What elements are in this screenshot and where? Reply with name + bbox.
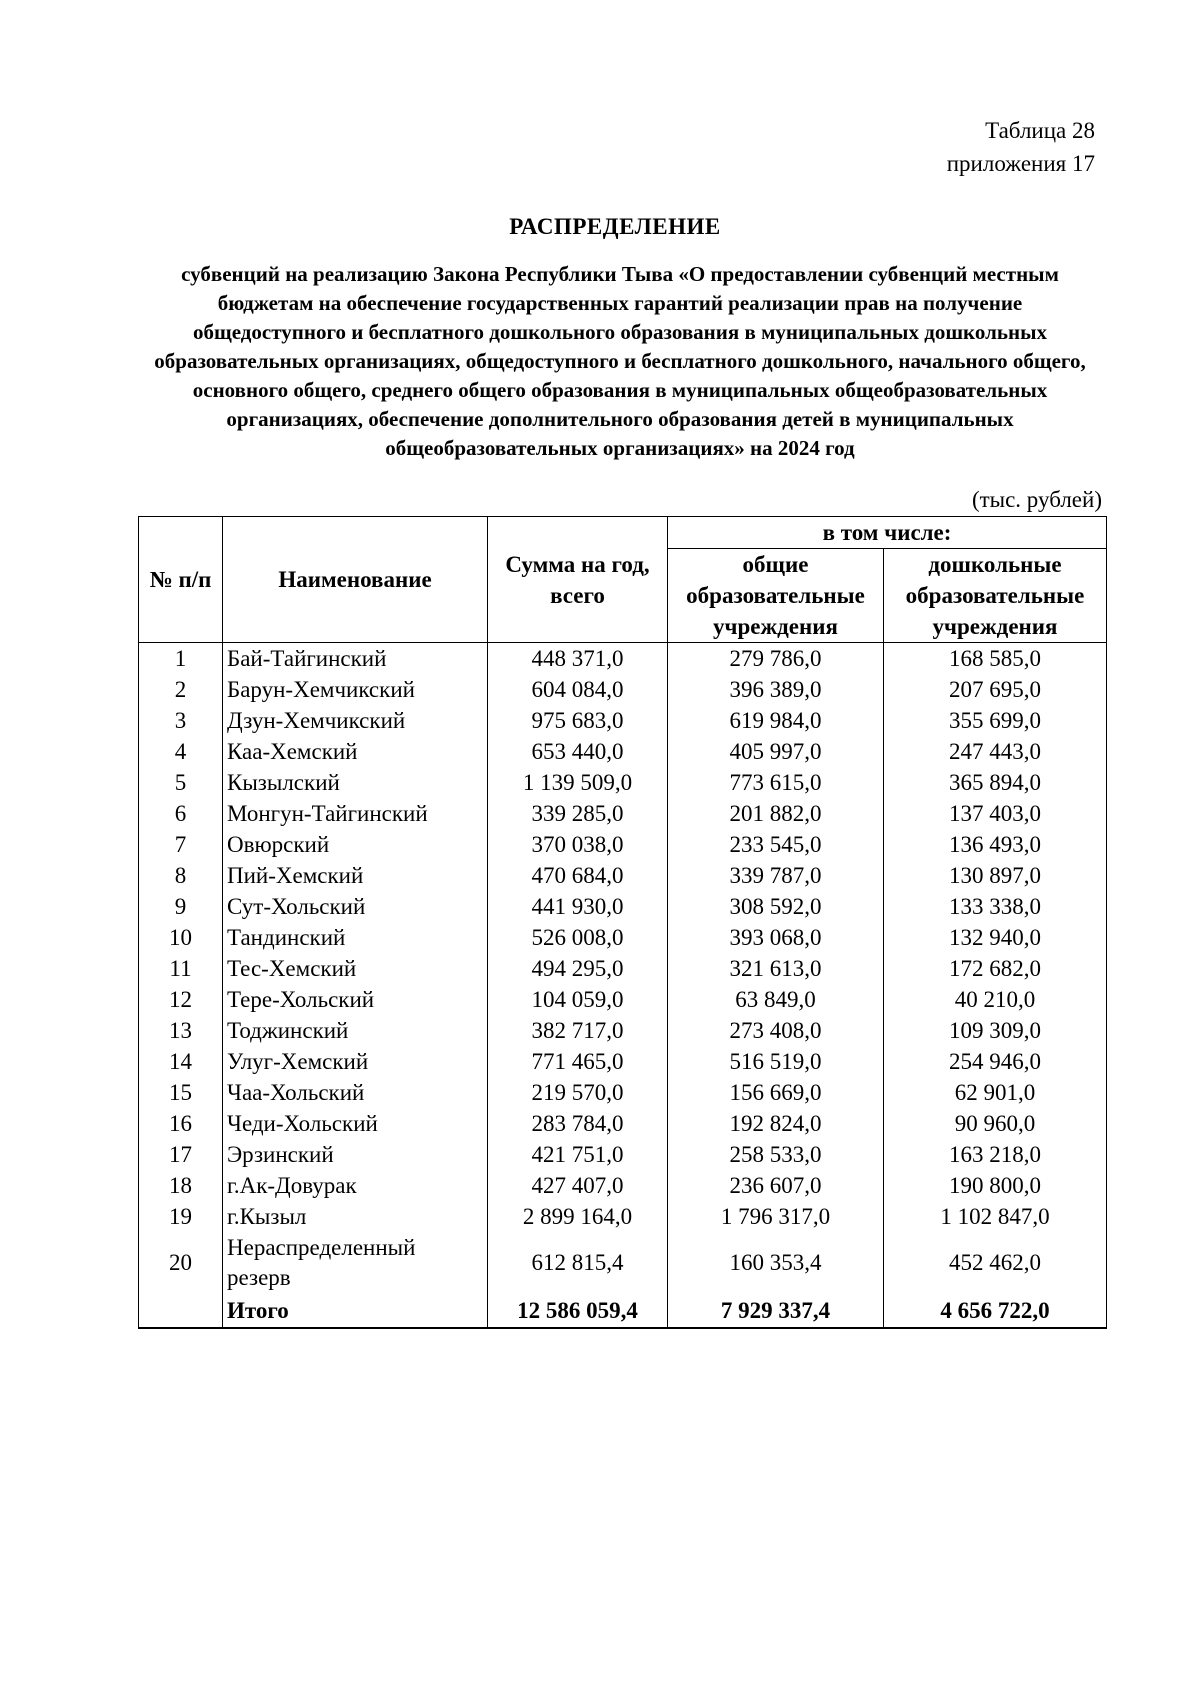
row-name: г.Кызыл [223,1201,488,1232]
row-total: 370 038,0 [488,829,668,860]
header-including: в том числе: [668,517,1107,549]
row-name: Тоджинский [223,1015,488,1046]
row-total: 283 784,0 [488,1108,668,1139]
row-total: 219 570,0 [488,1077,668,1108]
row-name: Барун-Хемчикский [223,674,488,705]
row-preschool: 40 210,0 [884,984,1107,1015]
row-name: Эрзинский [223,1139,488,1170]
row-name: Пий-Хемский [223,860,488,891]
row-general: 279 786,0 [668,643,884,675]
row-number: 13 [139,1015,223,1046]
row-total: 771 465,0 [488,1046,668,1077]
row-preschool: 168 585,0 [884,643,1107,675]
row-general: 773 615,0 [668,767,884,798]
row-total: 470 684,0 [488,860,668,891]
row-name: Бай-Тайгинский [223,643,488,675]
table-row [139,1201,1107,1232]
row-preschool: 163 218,0 [884,1139,1107,1170]
header-general: общие образовательные учреждения [668,549,884,643]
table-row [139,1170,1107,1201]
row-total: 975 683,0 [488,705,668,736]
row-total: 653 440,0 [488,736,668,767]
row-number: 11 [139,953,223,984]
row-preschool: 130 897,0 [884,860,1107,891]
table-row [139,643,1107,675]
row-name: Сут-Хольский [223,891,488,922]
table-row [139,953,1107,984]
row-general: 192 824,0 [668,1108,884,1139]
row-preschool: 365 894,0 [884,767,1107,798]
row-preschool: 132 940,0 [884,922,1107,953]
table-number: Таблица 28 [985,118,1095,143]
total-row-blank-cell [139,1294,223,1328]
row-preschool: 207 695,0 [884,674,1107,705]
row-number: 3 [139,705,223,736]
table-row [139,705,1107,736]
row-preschool: 90 960,0 [884,1108,1107,1139]
table-reference [947,114,1095,180]
row-name: Чеди-Хольский [223,1108,488,1139]
row-general: 619 984,0 [668,705,884,736]
row-number: 12 [139,984,223,1015]
row-general: 1 796 317,0 [668,1201,884,1232]
document-title: РАСПРЕДЕЛЕНИЕ [509,214,721,239]
row-total: 104 059,0 [488,984,668,1015]
row-number: 8 [139,860,223,891]
document-subtitle: субвенций на реализацию Закона Республики Тыва «О предоставлении субвенций местным бюджетам на обеспечение государственных гарантий реализации прав на получение общедоступного и бесплатного дошкольного образования в муниципальных дошкольных образовательных организациях, общедоступного и бесплатного дошкольного, начального общего, основного общего, среднего общего образования в муниципальных общеобразовательных организациях, обеспечение дополнительного образования детей в муниципальных общеобразовательных организациях» на 2024 год [154,262,1086,460]
row-preschool: 1 102 847,0 [884,1201,1107,1232]
row-preschool: 62 901,0 [884,1077,1107,1108]
row-total: 1 139 509,0 [488,767,668,798]
row-name: Дзун-Хемчикский [223,705,488,736]
row-total: 526 008,0 [488,922,668,953]
row-name: Овюрский [223,829,488,860]
row-total: 339 285,0 [488,798,668,829]
row-general: 160 353,4 [668,1232,884,1294]
row-total: 2 899 164,0 [488,1201,668,1232]
row-name: Чаа-Хольский [223,1077,488,1108]
row-total: 604 084,0 [488,674,668,705]
table-row [139,736,1107,767]
units-label: (тыс. рублей) [971,487,1102,512]
header-name: Наименование [223,517,488,643]
row-number: 15 [139,1077,223,1108]
row-total: 612 815,4 [488,1232,668,1294]
table-row [139,767,1107,798]
table-row [139,1015,1107,1046]
row-general: 63 849,0 [668,984,884,1015]
total-preschool: 4 656 722,0 [884,1294,1107,1328]
row-number: 10 [139,922,223,953]
row-preschool: 133 338,0 [884,891,1107,922]
row-preschool: 172 682,0 [884,953,1107,984]
row-number: 1 [139,643,223,675]
row-name: Улуг-Хемский [223,1046,488,1077]
row-preschool: 136 493,0 [884,829,1107,860]
table-row [139,860,1107,891]
total-sum: 12 586 059,4 [488,1294,668,1328]
table-row [139,1108,1107,1139]
row-number: 6 [139,798,223,829]
row-general: 156 669,0 [668,1077,884,1108]
row-general: 236 607,0 [668,1170,884,1201]
table-row [139,1139,1107,1170]
row-total: 427 407,0 [488,1170,668,1201]
table-row [139,674,1107,705]
row-preschool: 137 403,0 [884,798,1107,829]
row-general: 308 592,0 [668,891,884,922]
row-number: 7 [139,829,223,860]
row-general: 273 408,0 [668,1015,884,1046]
row-preschool: 109 309,0 [884,1015,1107,1046]
total-label: Итого [223,1294,488,1328]
row-general: 233 545,0 [668,829,884,860]
row-name: Каа-Хемский [223,736,488,767]
appendix-number: приложения 17 [946,151,1095,176]
table-row [139,891,1107,922]
row-preschool: 190 800,0 [884,1170,1107,1201]
row-number: 14 [139,1046,223,1077]
row-general: 201 882,0 [668,798,884,829]
row-preschool: 355 699,0 [884,705,1107,736]
row-number: 9 [139,891,223,922]
row-number: 5 [139,767,223,798]
table-row [139,1077,1107,1108]
row-number: 18 [139,1170,223,1201]
table-row [139,1046,1107,1077]
row-preschool: 254 946,0 [884,1046,1107,1077]
total-general: 7 929 337,4 [668,1294,884,1328]
row-name: Кызылский [223,767,488,798]
table-row [139,984,1107,1015]
row-name: г.Ак-Довурак [223,1170,488,1201]
row-general: 405 997,0 [668,736,884,767]
header-total: Сумма на год, всего [488,517,668,643]
row-name: Нераспределенный резерв [223,1232,488,1294]
row-general: 516 519,0 [668,1046,884,1077]
row-name: Тере-Хольский [223,984,488,1015]
row-general: 396 389,0 [668,674,884,705]
row-total: 441 930,0 [488,891,668,922]
row-name: Монгун-Тайгинский [223,798,488,829]
row-preschool: 247 443,0 [884,736,1107,767]
row-total: 421 751,0 [488,1139,668,1170]
row-preschool: 452 462,0 [884,1232,1107,1294]
row-total: 494 295,0 [488,953,668,984]
row-name: Тандинский [223,922,488,953]
table-row [139,829,1107,860]
table-row [139,922,1107,953]
row-general: 339 787,0 [668,860,884,891]
row-number: 2 [139,674,223,705]
total-row [139,1294,1107,1328]
row-general: 393 068,0 [668,922,884,953]
row-total: 382 717,0 [488,1015,668,1046]
row-general: 258 533,0 [668,1139,884,1170]
header-preschool: дошкольные образовательные учреждения [884,549,1107,643]
row-number: 20 [139,1232,223,1294]
row-number: 16 [139,1108,223,1139]
row-name: Тес-Хемский [223,953,488,984]
table-row [139,798,1107,829]
row-number: 4 [139,736,223,767]
header-num: № п/п [139,517,223,643]
row-number: 17 [139,1139,223,1170]
row-total: 448 371,0 [488,643,668,675]
table-row [139,1232,1107,1294]
row-number: 19 [139,1201,223,1232]
row-general: 321 613,0 [668,953,884,984]
distribution-table [138,516,1107,1329]
